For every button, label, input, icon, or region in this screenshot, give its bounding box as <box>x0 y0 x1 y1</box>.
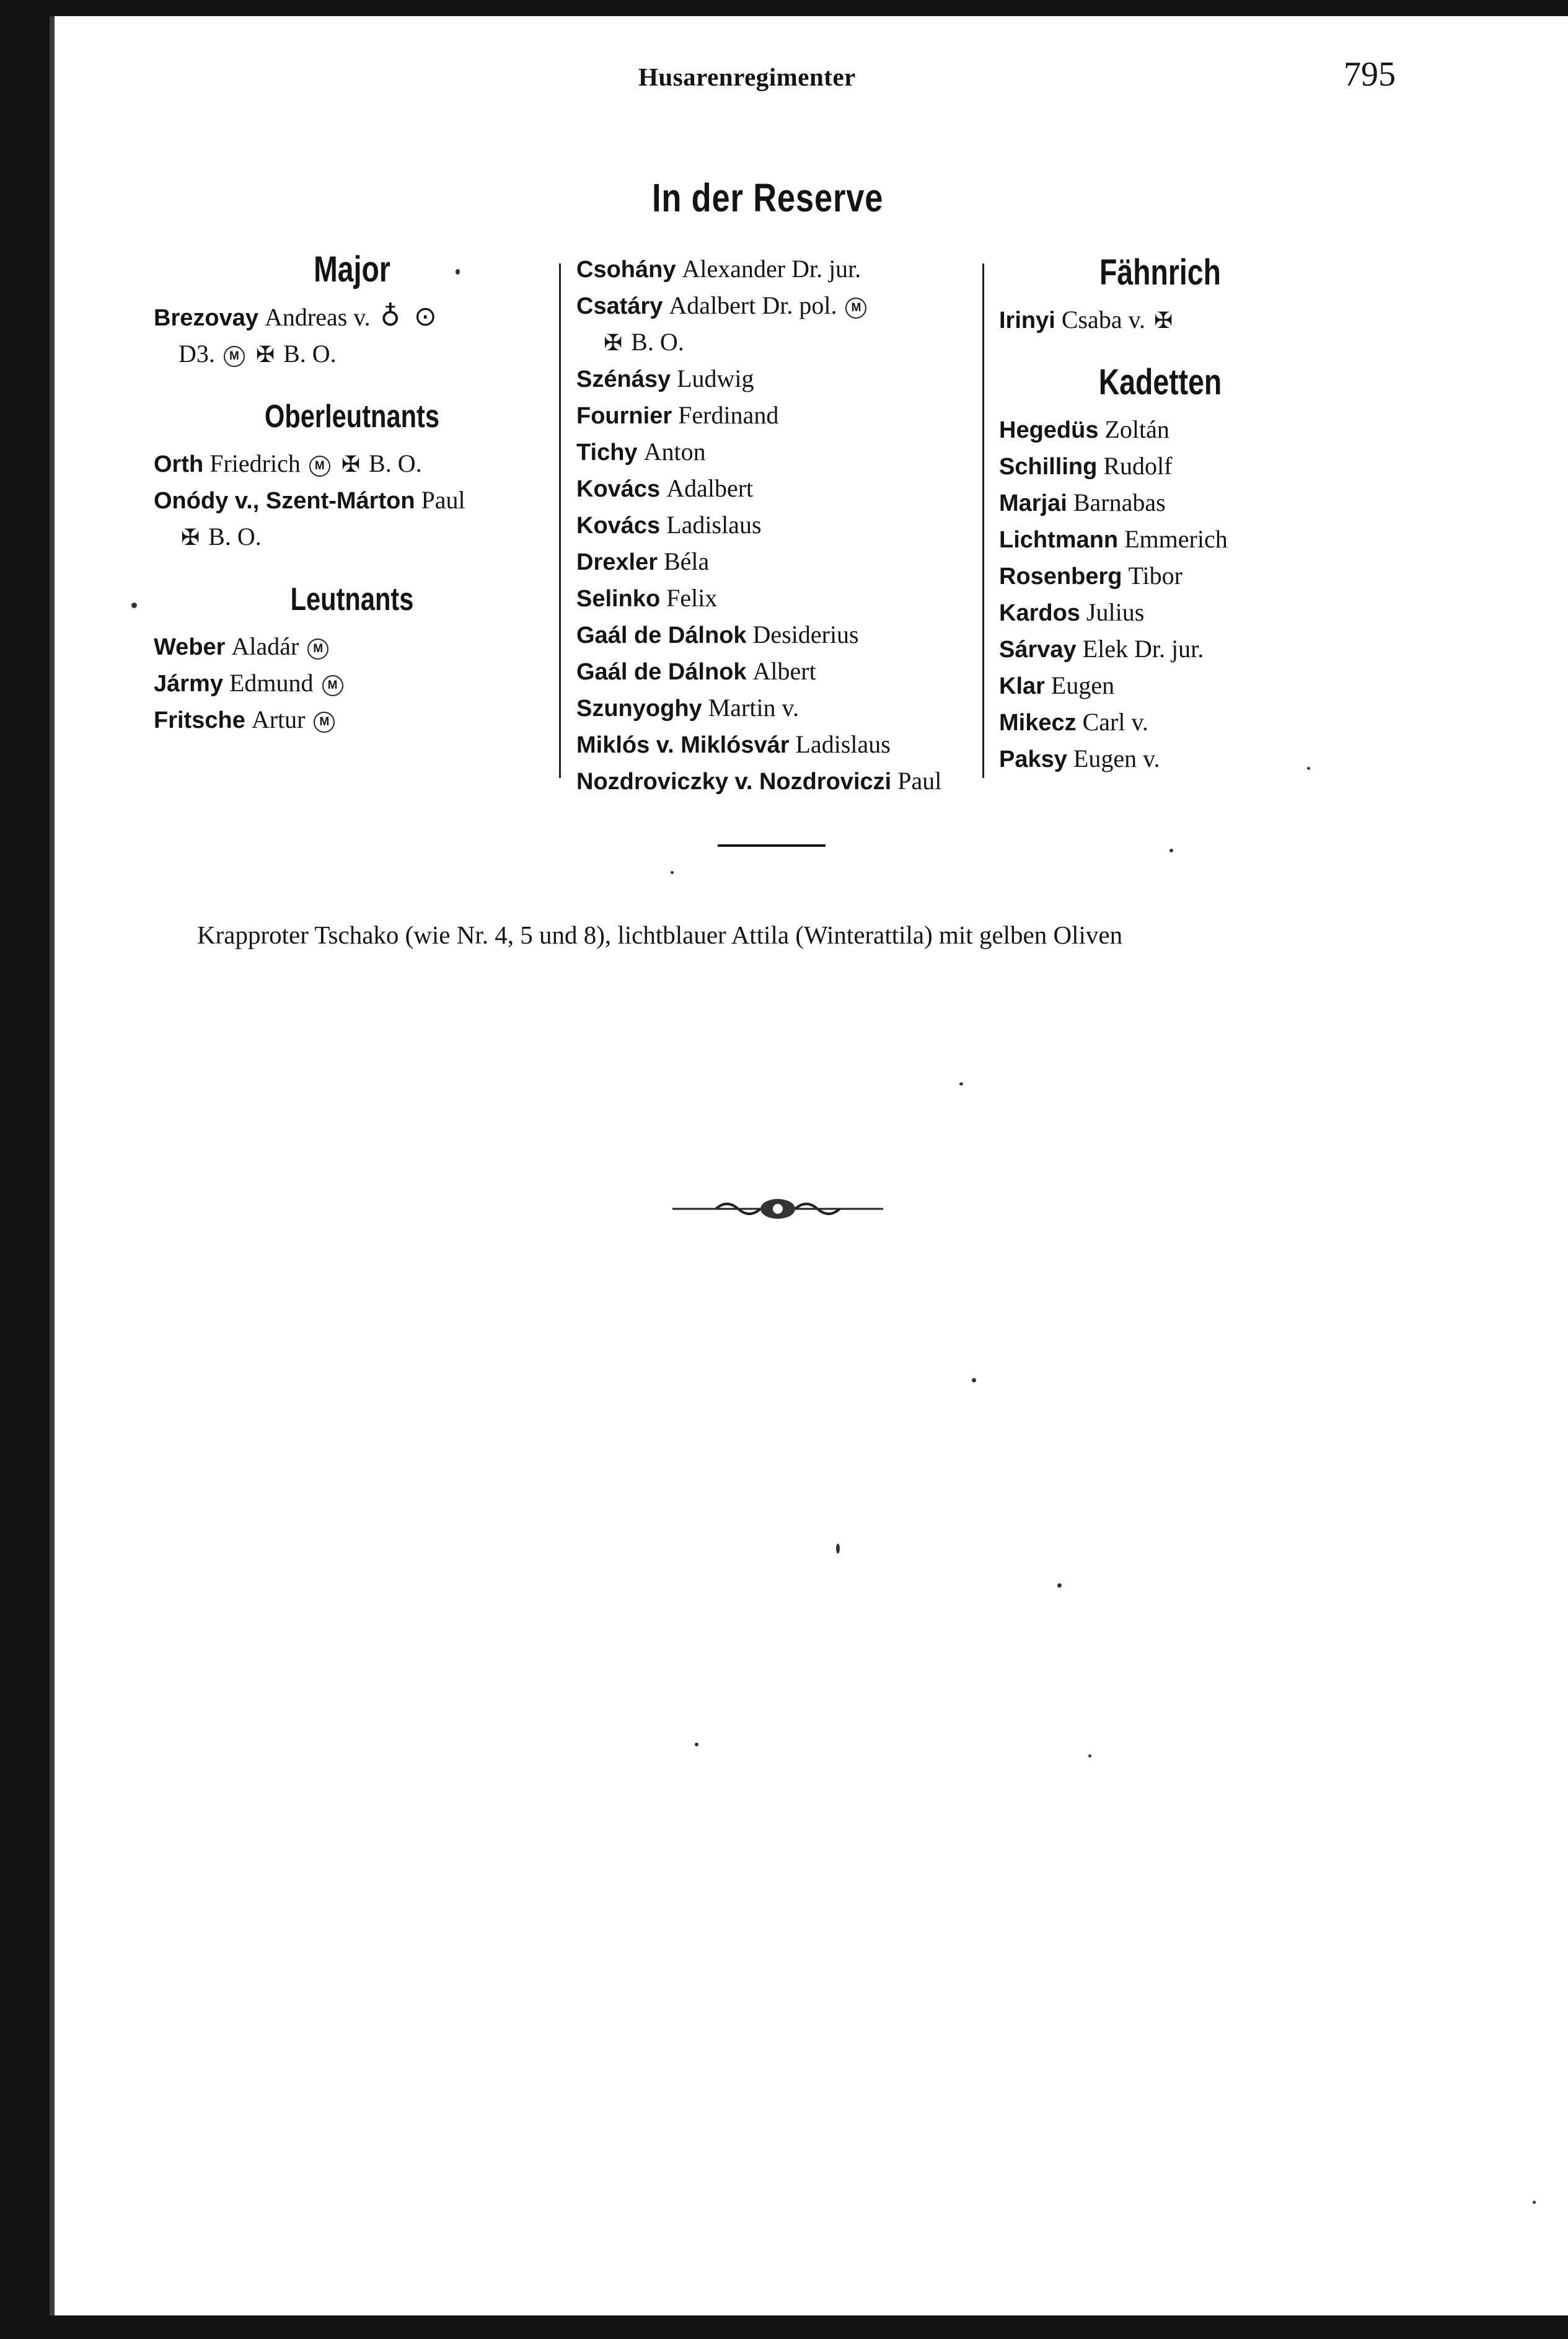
given-name-and-decorations: Barnabas <box>1073 489 1166 516</box>
roster-entry <box>576 580 979 617</box>
roster-entry <box>999 704 1321 741</box>
scan-speck <box>1307 767 1310 770</box>
given-name-and-decorations: Artur M <box>252 705 338 733</box>
given-name-and-decorations: Paul <box>897 767 942 795</box>
surname: Weber <box>154 634 226 660</box>
scan-speck <box>131 603 137 608</box>
roster-entry <box>576 544 979 580</box>
surname: Brezovay <box>154 305 258 331</box>
rank-heading: Leutnants <box>290 581 414 617</box>
surname: Klar <box>999 673 1045 699</box>
roster-entry <box>576 617 979 653</box>
order-symbol-icon: ♁ <box>380 301 400 332</box>
page-number: 795 <box>1344 55 1396 94</box>
given-name-and-decorations: Edmund M <box>229 669 346 697</box>
given-name-and-decorations: Anton <box>643 438 706 466</box>
given-name-and-decorations: Julius <box>1086 598 1145 626</box>
surname: Fournier <box>576 403 672 429</box>
given-name-and-decorations: Ladislaus <box>795 730 891 758</box>
scan-speck <box>972 1378 976 1382</box>
surname: Paksy <box>999 746 1067 772</box>
surname: Kardos <box>999 600 1080 626</box>
given-name-and-decorations: Eugen v. <box>1073 745 1160 772</box>
medal-m-icon: M <box>309 456 330 477</box>
roster-entry <box>154 702 550 738</box>
given-name-and-decorations: Ladislaus <box>666 511 762 539</box>
given-name-and-decorations: Albert <box>752 657 816 685</box>
roster-entry <box>576 434 979 471</box>
running-head: Husarenregimenter <box>638 63 856 91</box>
roster-entry <box>576 397 979 434</box>
roster-entry <box>154 629 550 665</box>
surname: Onódy v., Szent-Márton <box>154 488 415 514</box>
surname: Szénásy <box>576 366 671 392</box>
scan-border-top <box>0 0 1568 16</box>
column-reserve-list <box>576 251 979 800</box>
roster-entry <box>999 558 1321 595</box>
surname: Fritsche <box>154 707 245 733</box>
scan-speck <box>1533 2201 1536 2204</box>
roster-entry <box>154 482 550 519</box>
cross-decoration-icon: ✠ <box>341 452 361 477</box>
decorations: ✠ B. O. <box>604 328 684 356</box>
column-officers <box>154 248 550 738</box>
roster-entry <box>999 595 1321 631</box>
surname: Gaál de Dálnok <box>576 659 747 685</box>
column-faehnrich-kadetten <box>999 251 1321 777</box>
cross-decoration-icon: ✠ <box>604 330 623 356</box>
roster-entry <box>576 288 979 324</box>
given-name-and-decorations: Andreas v. ♁ ⊙ <box>264 301 437 332</box>
given-name-and-decorations: Emmerich <box>1124 525 1228 553</box>
section-rule <box>718 844 826 847</box>
uniform-note: Krapproter Tschako (wie Nr. 4, 5 und 8), lichtblauer Attila (Winterattila) mit gelben Oliven <box>197 921 1123 949</box>
rank-heading: Oberleutnants <box>265 399 439 435</box>
surname: Csatáry <box>576 293 663 319</box>
cross-decoration-icon: ✠ <box>181 525 200 550</box>
column-divider <box>559 263 561 778</box>
page-title: In der Reserve <box>652 175 884 220</box>
surname: Kovács <box>576 513 661 539</box>
roster-entry <box>576 507 979 544</box>
cross-decoration-icon: ✠ <box>1153 308 1173 334</box>
rank-heading: Kadetten <box>1098 362 1222 402</box>
surname: Nozdroviczky v. Nozdroviczi <box>576 769 892 795</box>
surname: Csohány <box>576 257 676 283</box>
surname: Hegedüs <box>999 417 1099 443</box>
roster-entry <box>154 665 550 702</box>
given-name-and-decorations: Carl v. <box>1082 708 1148 736</box>
roster-entry <box>154 299 550 336</box>
rank-heading: Major <box>314 249 390 290</box>
given-name-and-decorations: Ferdinand <box>678 401 779 429</box>
roster-entry <box>999 448 1321 485</box>
roster-entry-continuation <box>576 324 979 361</box>
given-name-and-decorations: Béla <box>663 547 710 575</box>
given-name-and-decorations: Adalbert Dr. pol. M <box>669 291 869 319</box>
column-divider <box>982 263 984 778</box>
given-name-and-decorations: Friedrich M ✠ B. O. <box>209 449 422 477</box>
roster-entry-continuation <box>154 519 550 555</box>
given-name-and-decorations: Rudolf <box>1103 452 1173 480</box>
scan-speck <box>1169 849 1173 852</box>
roster-entry <box>154 446 550 482</box>
roster-entry <box>999 521 1321 558</box>
roster-entry <box>999 668 1321 704</box>
given-name-and-decorations: Zoltán <box>1104 415 1169 443</box>
roster-entry <box>576 690 979 727</box>
surname: Marjai <box>999 490 1067 516</box>
scan-speck <box>1057 1583 1062 1588</box>
roster-entry <box>576 251 979 288</box>
scan-border-left-inner <box>50 16 55 2339</box>
scan-speck <box>836 1544 840 1554</box>
given-name-and-decorations: Paul <box>421 486 465 514</box>
medal-m-icon: M <box>224 346 245 367</box>
roster-entry <box>999 631 1321 668</box>
roster-entry <box>999 741 1321 777</box>
roster-entry <box>999 485 1321 521</box>
roster-entry <box>576 361 979 397</box>
scan-speck <box>959 1082 963 1085</box>
given-name-and-decorations: Csaba v. ✠ <box>1061 306 1173 334</box>
roster-entry <box>576 471 979 507</box>
medal-m-icon: M <box>307 639 328 660</box>
surname: Selinko <box>576 586 661 612</box>
surname: Kovács <box>576 476 661 502</box>
medal-m-icon: M <box>322 675 343 696</box>
roster-entry-continuation <box>154 336 550 373</box>
roster-entry <box>999 302 1321 338</box>
surname: Lichtmann <box>999 527 1119 553</box>
roster-entry <box>999 412 1321 448</box>
surname: Drexler <box>576 549 658 575</box>
decorations: ✠ B. O. <box>181 523 262 550</box>
circle-dot-icon: ⊙ <box>413 301 437 332</box>
given-name-and-decorations: Elek Dr. jur. <box>1082 635 1204 663</box>
surname: Sárvay <box>999 637 1077 663</box>
surname: Mikecz <box>999 710 1077 736</box>
surname: Rosenberg <box>999 564 1122 590</box>
cross-decoration-icon: ✠ <box>255 342 275 368</box>
surname: Schilling <box>999 454 1098 480</box>
given-name-and-decorations: Eugen <box>1050 671 1115 699</box>
scan-speck <box>456 269 460 275</box>
given-name-and-decorations: Tibor <box>1128 562 1183 590</box>
given-name-and-decorations: Ludwig <box>677 365 754 392</box>
given-name-and-decorations: Aladár M <box>231 632 331 660</box>
roster-entry <box>576 727 979 763</box>
scan-speck <box>1088 1754 1091 1758</box>
roster-entry <box>576 653 979 690</box>
roster-entry <box>576 763 979 800</box>
medal-m-icon: M <box>845 298 866 319</box>
surname: Orth <box>154 451 204 477</box>
end-ornament <box>672 1190 883 1227</box>
given-name-and-decorations: Felix <box>666 584 718 612</box>
surname: Gaál de Dálnok <box>576 622 747 648</box>
surname: Irinyi <box>999 307 1055 334</box>
decorations: D3. M ✠ B. O. <box>178 340 337 368</box>
surname: Jármy <box>154 671 223 697</box>
medal-m-icon: M <box>314 712 335 733</box>
rank-heading: Fähnrich <box>1099 252 1221 293</box>
scan-border-bottom <box>0 2315 1568 2339</box>
scan-border-left <box>0 0 50 2339</box>
given-name-and-decorations: Adalbert <box>666 474 754 502</box>
surname: Miklós v. Miklósvár <box>576 732 790 758</box>
surname: Szunyoghy <box>576 696 702 722</box>
given-name-and-decorations: Alexander Dr. jur. <box>682 255 861 283</box>
surname: Tichy <box>576 440 638 466</box>
scan-speck <box>695 1743 698 1746</box>
scan-speck <box>671 871 674 874</box>
given-name-and-decorations: Martin v. <box>708 694 799 722</box>
given-name-and-decorations: Desiderius <box>752 621 859 648</box>
